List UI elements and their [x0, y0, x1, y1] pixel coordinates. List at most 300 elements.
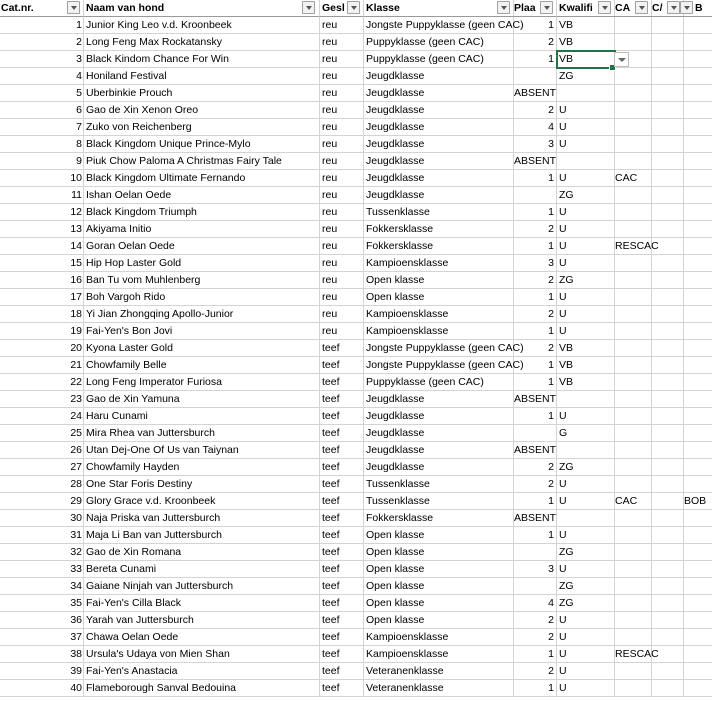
filter-dropdown-icon[interactable]: [67, 1, 80, 14]
cell-cac[interactable]: [613, 136, 652, 153]
cell-catnr[interactable]: 20: [0, 340, 84, 357]
cell-plaats[interactable]: 3: [512, 561, 557, 578]
cell-klasse[interactable]: Jeugdklasse: [364, 170, 514, 187]
cell-geslacht[interactable]: reu: [320, 323, 364, 340]
cell-naam[interactable]: Black Kingdom Triumph: [84, 204, 320, 221]
cell-cacib[interactable]: [650, 680, 684, 697]
cell-naam[interactable]: Uberbinkie Prouch: [84, 85, 320, 102]
cell-naam[interactable]: Ursula's Udaya von Mien Shan: [84, 646, 320, 663]
cell-plaats[interactable]: 3: [512, 255, 557, 272]
cell-cac[interactable]: [613, 442, 652, 459]
cell-bob[interactable]: [682, 323, 712, 340]
cell-catnr[interactable]: 23: [0, 391, 84, 408]
cell-cacib[interactable]: [650, 510, 684, 527]
cell-bob[interactable]: [682, 663, 712, 680]
cell-plaats[interactable]: ABSENT: [512, 85, 557, 102]
cell-bob[interactable]: [682, 17, 712, 34]
cell-cacib[interactable]: [650, 68, 684, 85]
column-header-bob[interactable]: B: [682, 0, 712, 17]
column-header-cac[interactable]: CA: [613, 0, 652, 17]
column-header-plaats[interactable]: Plaa: [512, 0, 557, 17]
cell-kwalificatie[interactable]: U: [557, 646, 615, 663]
cell-klasse[interactable]: Open klasse: [364, 527, 514, 544]
cell-cac[interactable]: [613, 612, 652, 629]
cell-plaats[interactable]: 1: [512, 680, 557, 697]
cell-geslacht[interactable]: reu: [320, 17, 364, 34]
cell-catnr[interactable]: 24: [0, 408, 84, 425]
cell-cac[interactable]: [613, 391, 652, 408]
cell-plaats[interactable]: 2: [512, 476, 557, 493]
cell-kwalificatie[interactable]: U: [557, 527, 615, 544]
cell-cacib[interactable]: [650, 629, 684, 646]
cell-kwalificatie[interactable]: VB: [557, 34, 615, 51]
cell-cac[interactable]: [613, 340, 652, 357]
cell-geslacht[interactable]: teef: [320, 459, 364, 476]
cell-naam[interactable]: Junior King Leo v.d. Kroonbeek: [84, 17, 320, 34]
cell-geslacht[interactable]: teef: [320, 391, 364, 408]
filter-dropdown-icon[interactable]: [347, 1, 360, 14]
cell-cacib[interactable]: [650, 340, 684, 357]
cell-cacib[interactable]: [650, 187, 684, 204]
cell-catnr[interactable]: 8: [0, 136, 84, 153]
cell-geslacht[interactable]: reu: [320, 170, 364, 187]
cell-catnr[interactable]: 34: [0, 578, 84, 595]
cell-bob[interactable]: [682, 374, 712, 391]
cell-plaats[interactable]: 1: [512, 357, 557, 374]
cell-plaats[interactable]: 3: [512, 136, 557, 153]
cell-naam[interactable]: Chowfamily Belle: [84, 357, 320, 374]
cell-cac[interactable]: [613, 357, 652, 374]
cell-cac[interactable]: [613, 187, 652, 204]
cell-naam[interactable]: Piuk Chow Paloma A Christmas Fairy Tale: [84, 153, 320, 170]
cell-naam[interactable]: Gaiane Ninjah van Juttersburch: [84, 578, 320, 595]
cell-cacib[interactable]: [650, 119, 684, 136]
cell-klasse[interactable]: Jeugdklasse: [364, 136, 514, 153]
cell-cacib[interactable]: [650, 357, 684, 374]
cell-cacib[interactable]: [650, 561, 684, 578]
cell-naam[interactable]: Goran Oelan Oede: [84, 238, 320, 255]
cell-kwalificatie[interactable]: U: [557, 561, 615, 578]
cell-cac[interactable]: [613, 153, 652, 170]
column-header-naam[interactable]: Naam van hond: [84, 0, 320, 17]
cell-cacib[interactable]: [650, 595, 684, 612]
column-header-cacib[interactable]: C/: [650, 0, 684, 17]
cell-naam[interactable]: Fai-Yen's Anastacia: [84, 663, 320, 680]
cell-geslacht[interactable]: teef: [320, 374, 364, 391]
cell-cacib[interactable]: [650, 221, 684, 238]
cell-kwalificatie[interactable]: ZG: [557, 187, 615, 204]
cell-naam[interactable]: Ishan Oelan Oede: [84, 187, 320, 204]
cell-cac[interactable]: [613, 629, 652, 646]
cell-catnr[interactable]: 30: [0, 510, 84, 527]
cell-klasse[interactable]: Jeugdklasse: [364, 442, 514, 459]
column-header-klasse[interactable]: Klasse: [364, 0, 514, 17]
cell-cac[interactable]: [613, 510, 652, 527]
cell-klasse[interactable]: Open klasse: [364, 561, 514, 578]
cell-bob[interactable]: [682, 544, 712, 561]
cell-cac[interactable]: RESCAC: [613, 646, 652, 663]
cell-plaats[interactable]: 1: [512, 646, 557, 663]
cell-cacib[interactable]: [650, 51, 684, 68]
cell-bob[interactable]: [682, 425, 712, 442]
cell-geslacht[interactable]: teef: [320, 493, 364, 510]
cell-cacib[interactable]: [650, 272, 684, 289]
cell-klasse[interactable]: Open klasse: [364, 544, 514, 561]
cell-bob[interactable]: [682, 102, 712, 119]
cell-cac[interactable]: [613, 34, 652, 51]
cell-geslacht[interactable]: teef: [320, 476, 364, 493]
cell-naam[interactable]: Gao de Xin Yamuna: [84, 391, 320, 408]
cell-naam[interactable]: Fai-Yen's Bon Jovi: [84, 323, 320, 340]
cell-cac[interactable]: [613, 323, 652, 340]
cell-bob[interactable]: [682, 595, 712, 612]
cell-plaats[interactable]: 2: [512, 306, 557, 323]
cell-plaats[interactable]: 1: [512, 204, 557, 221]
cell-klasse[interactable]: Kampioensklasse: [364, 629, 514, 646]
cell-catnr[interactable]: 3: [0, 51, 84, 68]
cell-cacib[interactable]: [650, 102, 684, 119]
cell-kwalificatie[interactable]: U: [557, 221, 615, 238]
cell-catnr[interactable]: 9: [0, 153, 84, 170]
cell-kwalificatie[interactable]: [557, 153, 615, 170]
cell-bob[interactable]: [682, 476, 712, 493]
cell-cac[interactable]: RESCAC: [613, 238, 652, 255]
cell-naam[interactable]: Black Kingdom Unique Prince-Mylo: [84, 136, 320, 153]
cell-klasse[interactable]: Tussenklasse: [364, 476, 514, 493]
cell-cacib[interactable]: [650, 289, 684, 306]
cell-bob[interactable]: [682, 153, 712, 170]
cell-bob[interactable]: [682, 170, 712, 187]
cell-klasse[interactable]: Kampioensklasse: [364, 255, 514, 272]
filter-dropdown-icon[interactable]: [302, 1, 315, 14]
cell-catnr[interactable]: 16: [0, 272, 84, 289]
cell-kwalificatie[interactable]: VB: [557, 51, 615, 68]
cell-cacib[interactable]: [650, 204, 684, 221]
cell-bob[interactable]: [682, 629, 712, 646]
cell-bob[interactable]: [682, 459, 712, 476]
cell-kwalificatie[interactable]: [557, 391, 615, 408]
cell-klasse[interactable]: Veteranenklasse: [364, 680, 514, 697]
cell-kwalificatie[interactable]: U: [557, 323, 615, 340]
cell-geslacht[interactable]: teef: [320, 578, 364, 595]
cell-geslacht[interactable]: reu: [320, 153, 364, 170]
cell-plaats[interactable]: 2: [512, 629, 557, 646]
cell-plaats[interactable]: [512, 578, 557, 595]
cell-plaats[interactable]: ABSENT: [512, 153, 557, 170]
cell-geslacht[interactable]: reu: [320, 136, 364, 153]
cell-kwalificatie[interactable]: U: [557, 306, 615, 323]
cell-klasse[interactable]: Jeugdklasse: [364, 459, 514, 476]
cell-catnr[interactable]: 18: [0, 306, 84, 323]
cell-catnr[interactable]: 17: [0, 289, 84, 306]
cell-kwalificatie[interactable]: U: [557, 680, 615, 697]
cell-kwalificatie[interactable]: VB: [557, 340, 615, 357]
cell-geslacht[interactable]: teef: [320, 340, 364, 357]
cell-cac[interactable]: [613, 68, 652, 85]
cell-kwalificatie[interactable]: U: [557, 102, 615, 119]
cell-cacib[interactable]: [650, 442, 684, 459]
cell-cac[interactable]: [613, 17, 652, 34]
cell-kwalificatie[interactable]: U: [557, 408, 615, 425]
cell-cacib[interactable]: [650, 17, 684, 34]
cell-cac[interactable]: [613, 306, 652, 323]
cell-cacib[interactable]: [650, 646, 684, 663]
cell-naam[interactable]: Long Feng Max Rockatansky: [84, 34, 320, 51]
cell-kwalificatie[interactable]: U: [557, 119, 615, 136]
cell-catnr[interactable]: 36: [0, 612, 84, 629]
cell-geslacht[interactable]: teef: [320, 595, 364, 612]
cell-bob[interactable]: [682, 578, 712, 595]
cell-cac[interactable]: [613, 272, 652, 289]
cell-plaats[interactable]: [512, 68, 557, 85]
cell-kwalificatie[interactable]: [557, 442, 615, 459]
cell-klasse[interactable]: Jongste Puppyklasse (geen CAC): [364, 340, 514, 357]
cell-cac[interactable]: [613, 408, 652, 425]
cell-cacib[interactable]: [650, 323, 684, 340]
cell-cacib[interactable]: [650, 527, 684, 544]
cell-cac[interactable]: [613, 425, 652, 442]
cell-catnr[interactable]: 11: [0, 187, 84, 204]
cell-catnr[interactable]: 29: [0, 493, 84, 510]
cell-geslacht[interactable]: teef: [320, 544, 364, 561]
cell-bob[interactable]: [682, 68, 712, 85]
cell-geslacht[interactable]: reu: [320, 272, 364, 289]
cell-naam[interactable]: Haru Cunami: [84, 408, 320, 425]
cell-klasse[interactable]: Tussenklasse: [364, 493, 514, 510]
cell-naam[interactable]: Zuko von Reichenberg: [84, 119, 320, 136]
cell-plaats[interactable]: 2: [512, 221, 557, 238]
cell-cac[interactable]: [613, 663, 652, 680]
cell-cacib[interactable]: [650, 255, 684, 272]
cell-kwalificatie[interactable]: U: [557, 289, 615, 306]
cell-cacib[interactable]: [650, 170, 684, 187]
cell-klasse[interactable]: Jeugdklasse: [364, 408, 514, 425]
cell-cac[interactable]: [613, 102, 652, 119]
filter-dropdown-icon[interactable]: [497, 1, 510, 14]
cell-klasse[interactable]: Jeugdklasse: [364, 119, 514, 136]
cell-catnr[interactable]: 32: [0, 544, 84, 561]
cell-bob[interactable]: [682, 34, 712, 51]
cell-plaats[interactable]: 1: [512, 408, 557, 425]
cell-geslacht[interactable]: teef: [320, 663, 364, 680]
cell-cacib[interactable]: [650, 459, 684, 476]
cell-klasse[interactable]: Jeugdklasse: [364, 68, 514, 85]
cell-plaats[interactable]: 1: [512, 527, 557, 544]
cell-bob[interactable]: [682, 340, 712, 357]
cell-cacib[interactable]: [650, 85, 684, 102]
cell-cac[interactable]: CAC: [613, 493, 652, 510]
cell-klasse[interactable]: Puppyklasse (geen CAC): [364, 51, 514, 68]
cell-geslacht[interactable]: teef: [320, 442, 364, 459]
cell-bob[interactable]: [682, 646, 712, 663]
cell-bob[interactable]: [682, 255, 712, 272]
cell-plaats[interactable]: ABSENT: [512, 442, 557, 459]
cell-geslacht[interactable]: teef: [320, 612, 364, 629]
cell-klasse[interactable]: Jeugdklasse: [364, 85, 514, 102]
cell-plaats[interactable]: 2: [512, 612, 557, 629]
cell-klasse[interactable]: Open klasse: [364, 578, 514, 595]
cell-naam[interactable]: Akiyama Initio: [84, 221, 320, 238]
cell-naam[interactable]: Mira Rhea van Juttersburch: [84, 425, 320, 442]
cell-catnr[interactable]: 7: [0, 119, 84, 136]
cell-bob[interactable]: BOB: [682, 493, 712, 510]
cell-geslacht[interactable]: reu: [320, 289, 364, 306]
cell-klasse[interactable]: Fokkersklasse: [364, 221, 514, 238]
cell-geslacht[interactable]: teef: [320, 357, 364, 374]
cell-plaats[interactable]: 1: [512, 323, 557, 340]
cell-naam[interactable]: Kyona Laster Gold: [84, 340, 320, 357]
cell-catnr[interactable]: 22: [0, 374, 84, 391]
cell-plaats[interactable]: 2: [512, 102, 557, 119]
cell-cacib[interactable]: [650, 306, 684, 323]
cell-naam[interactable]: Yarah van Juttersburch: [84, 612, 320, 629]
cell-cac[interactable]: [613, 204, 652, 221]
cell-catnr[interactable]: 35: [0, 595, 84, 612]
cell-cacib[interactable]: [650, 136, 684, 153]
cell-naam[interactable]: Utan Dej-One Of Us van Taiynan: [84, 442, 320, 459]
cell-kwalificatie[interactable]: ZG: [557, 578, 615, 595]
cell-catnr[interactable]: 37: [0, 629, 84, 646]
cell-kwalificatie[interactable]: U: [557, 493, 615, 510]
cell-catnr[interactable]: 39: [0, 663, 84, 680]
cell-geslacht[interactable]: reu: [320, 255, 364, 272]
cell-cac[interactable]: [613, 119, 652, 136]
cell-naam[interactable]: Black Kindom Chance For Win: [84, 51, 320, 68]
cell-cacib[interactable]: [650, 612, 684, 629]
cell-naam[interactable]: Honiland Festival: [84, 68, 320, 85]
cell-catnr[interactable]: 31: [0, 527, 84, 544]
cell-bob[interactable]: [682, 289, 712, 306]
cell-bob[interactable]: [682, 357, 712, 374]
cell-cacib[interactable]: [650, 425, 684, 442]
cell-cacib[interactable]: [650, 544, 684, 561]
cell-cac[interactable]: [613, 476, 652, 493]
cell-bob[interactable]: [682, 391, 712, 408]
cell-cac[interactable]: [613, 561, 652, 578]
cell-cac[interactable]: [613, 85, 652, 102]
cell-geslacht[interactable]: reu: [320, 238, 364, 255]
cell-catnr[interactable]: 15: [0, 255, 84, 272]
cell-catnr[interactable]: 10: [0, 170, 84, 187]
cell-plaats[interactable]: 2: [512, 459, 557, 476]
cell-kwalificatie[interactable]: ZG: [557, 595, 615, 612]
cell-plaats[interactable]: 1: [512, 51, 557, 68]
cell-cacib[interactable]: [650, 374, 684, 391]
cell-plaats[interactable]: 2: [512, 340, 557, 357]
cell-bob[interactable]: [682, 561, 712, 578]
cell-geslacht[interactable]: teef: [320, 561, 364, 578]
filter-dropdown-icon[interactable]: [540, 1, 553, 14]
cell-naam[interactable]: One Star Foris Destiny: [84, 476, 320, 493]
cell-geslacht[interactable]: reu: [320, 34, 364, 51]
cell-catnr[interactable]: 5: [0, 85, 84, 102]
cell-cac[interactable]: [613, 544, 652, 561]
cell-cac[interactable]: [613, 289, 652, 306]
cell-klasse[interactable]: Open klasse: [364, 289, 514, 306]
cell-klasse[interactable]: Puppyklasse (geen CAC): [364, 374, 514, 391]
cell-kwalificatie[interactable]: U: [557, 255, 615, 272]
cell-cac[interactable]: [613, 595, 652, 612]
cell-klasse[interactable]: Veteranenklasse: [364, 663, 514, 680]
cell-geslacht[interactable]: reu: [320, 221, 364, 238]
cell-klasse[interactable]: Open klasse: [364, 595, 514, 612]
cell-cacib[interactable]: [650, 238, 684, 255]
cell-catnr[interactable]: 14: [0, 238, 84, 255]
cell-geslacht[interactable]: reu: [320, 102, 364, 119]
cell-klasse[interactable]: Jongste Puppyklasse (geen CAC): [364, 17, 514, 34]
cell-naam[interactable]: Boh Vargoh Rido: [84, 289, 320, 306]
cell-bob[interactable]: [682, 204, 712, 221]
cell-kwalificatie[interactable]: U: [557, 204, 615, 221]
cell-cac[interactable]: [613, 374, 652, 391]
cell-cac[interactable]: [613, 221, 652, 238]
cell-cac[interactable]: [613, 578, 652, 595]
cell-plaats[interactable]: 1: [512, 374, 557, 391]
filter-dropdown-icon[interactable]: [635, 1, 648, 14]
cell-geslacht[interactable]: reu: [320, 204, 364, 221]
cell-geslacht[interactable]: reu: [320, 51, 364, 68]
cell-bob[interactable]: [682, 85, 712, 102]
cell-naam[interactable]: Fai-Yen's Cilla Black: [84, 595, 320, 612]
cell-bob[interactable]: [682, 612, 712, 629]
cell-klasse[interactable]: Jeugdklasse: [364, 425, 514, 442]
cell-catnr[interactable]: 2: [0, 34, 84, 51]
cell-geslacht[interactable]: teef: [320, 425, 364, 442]
cell-kwalificatie[interactable]: U: [557, 612, 615, 629]
cell-kwalificatie[interactable]: U: [557, 476, 615, 493]
cell-plaats[interactable]: 1: [512, 289, 557, 306]
cell-catnr[interactable]: 27: [0, 459, 84, 476]
cell-kwalificatie[interactable]: U: [557, 663, 615, 680]
cell-cac[interactable]: [613, 680, 652, 697]
cell-plaats[interactable]: 2: [512, 663, 557, 680]
cell-klasse[interactable]: Kampioensklasse: [364, 306, 514, 323]
cell-klasse[interactable]: Kampioensklasse: [364, 646, 514, 663]
cell-klasse[interactable]: Open klasse: [364, 272, 514, 289]
cell-plaats[interactable]: ABSENT: [512, 510, 557, 527]
cell-catnr[interactable]: 25: [0, 425, 84, 442]
cell-catnr[interactable]: 19: [0, 323, 84, 340]
cell-klasse[interactable]: Jeugdklasse: [364, 153, 514, 170]
cell-klasse[interactable]: Open klasse: [364, 612, 514, 629]
cell-plaats[interactable]: [512, 187, 557, 204]
cell-kwalificatie[interactable]: U: [557, 170, 615, 187]
cell-catnr[interactable]: 1: [0, 17, 84, 34]
cell-geslacht[interactable]: reu: [320, 119, 364, 136]
cell-bob[interactable]: [682, 136, 712, 153]
cell-bob[interactable]: [682, 306, 712, 323]
cell-kwalificatie[interactable]: G: [557, 425, 615, 442]
cell-geslacht[interactable]: reu: [320, 68, 364, 85]
cell-klasse[interactable]: Jeugdklasse: [364, 187, 514, 204]
cell-cacib[interactable]: [650, 663, 684, 680]
cell-kwalificatie[interactable]: U: [557, 136, 615, 153]
cell-geslacht[interactable]: teef: [320, 680, 364, 697]
cell-klasse[interactable]: Tussenklasse: [364, 204, 514, 221]
cell-cacib[interactable]: [650, 153, 684, 170]
cell-kwalificatie[interactable]: VB: [557, 374, 615, 391]
cell-kwalificatie[interactable]: VB: [557, 17, 615, 34]
cell-naam[interactable]: Gao de Xin Romana: [84, 544, 320, 561]
cell-cacib[interactable]: [650, 391, 684, 408]
cell-kwalificatie[interactable]: U: [557, 238, 615, 255]
cell-catnr[interactable]: 40: [0, 680, 84, 697]
cell-klasse[interactable]: Kampioensklasse: [364, 323, 514, 340]
cell-klasse[interactable]: Fokkersklasse: [364, 510, 514, 527]
cell-kwalificatie[interactable]: [557, 85, 615, 102]
cell-plaats[interactable]: 1: [512, 238, 557, 255]
cell-plaats[interactable]: 1: [512, 17, 557, 34]
